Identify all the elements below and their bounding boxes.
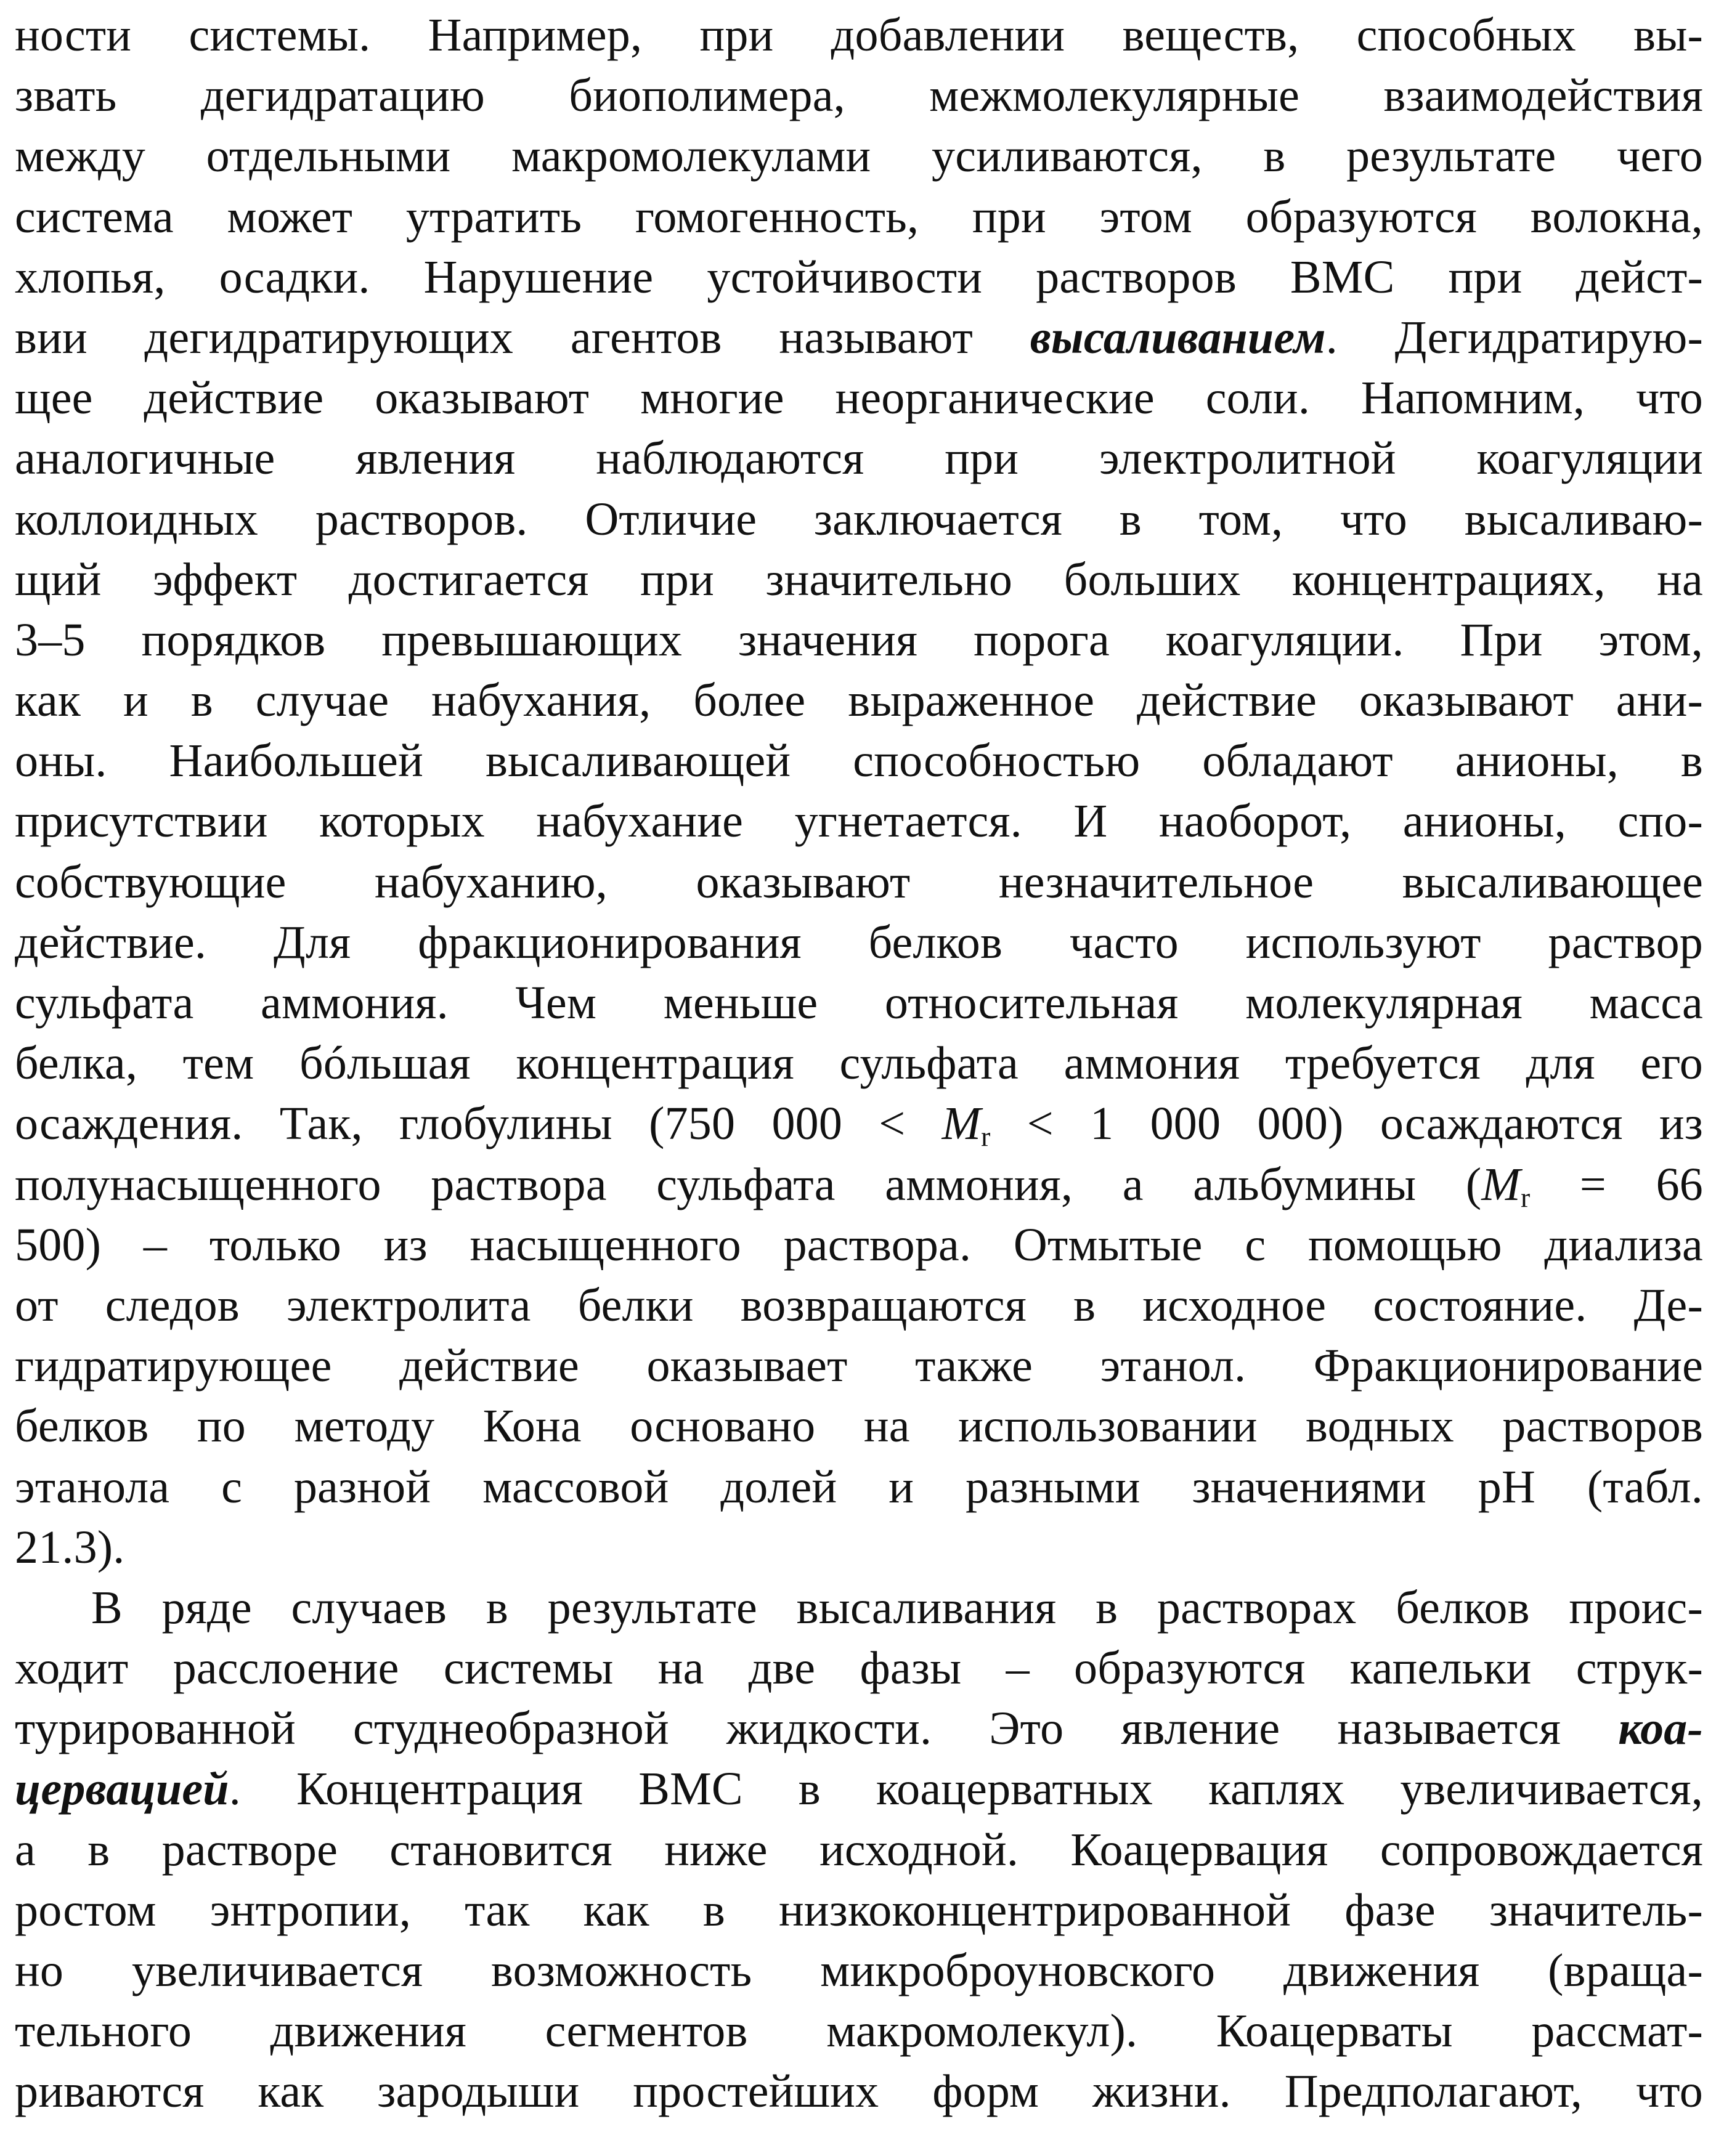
text-line: присутствии которых набухание угнетается. И наоборот, анионы, спо- (15, 795, 1703, 848)
text-line: этанола с разной массовой долей и разными значениями pH (табл. (15, 1461, 1703, 1513)
text-line: звать дегидратацию биополимера, межмолекулярные взаимодействия (15, 70, 1703, 122)
text-line: ности системы. Например, при добавлении веществ, способных вы- (15, 9, 1703, 61)
text-line: цервацией. Концентрация ВМС в коацерватных каплях увеличивается, (15, 1763, 1703, 1815)
text-line: 500) – только из насыщенного раствора. Отмытые с помощью диализа (15, 1218, 1703, 1271)
molar-mass-symbol: $M_r$ (1481, 1158, 1531, 1213)
text-line: собствующие набуханию, оказывают незначительное высаливающее (15, 856, 1703, 908)
italic-term: высаливанием (1030, 311, 1326, 363)
text-line: как и в случае набухания, более выраженное действие оказывают ани- (15, 675, 1703, 727)
italic-term: коа- (1618, 1703, 1703, 1755)
text-line: щее действие оказывают многие неорганические соли. Напомним, что (15, 372, 1703, 424)
paragraph (15, 5, 1703, 1578)
text-line: риваются как зародыши простейших форм жизни. Предполагают, что (15, 2065, 1703, 2118)
text-line: коллоидных растворов. Отличие заключается в том, что высаливаю- (15, 493, 1703, 545)
text-line: оны. Наибольшей высаливающей способностью обладают анионы, в (15, 735, 1703, 787)
text-line: между отдельными макромолекулами усиливаются, в результате чего (15, 130, 1703, 182)
text-line: а в растворе становится ниже исходной. Коацервация сопровождается (15, 1823, 1703, 1876)
text-line: ходит расслоение системы на две фазы – образуются капельки струк- (15, 1642, 1703, 1695)
text-line: 21.3). (15, 1521, 125, 1573)
text-line: вии дегидратирующих агентов называют высаливанием. Дегидратирую- (15, 311, 1703, 363)
text-line: белков по методу Кона основано на использовании водных растворов (15, 1400, 1703, 1453)
text-line: действие. Для фракционирования белков часто используют раствор (15, 916, 1703, 968)
molar-mass-symbol: $M_r$ (941, 1098, 991, 1153)
text-line: полунасыщенного раствора сульфата аммония, а альбумины ($M_r = 66$ (15, 1158, 1703, 1213)
text-line: сульфата аммония. Чем меньше относительная молекулярная масса (15, 977, 1703, 1029)
text-line: от следов электролита белки возвращаются в исходное состояние. Де- (15, 1279, 1703, 1331)
italic-term: цервацией (15, 1763, 229, 1815)
text-line: система может утратить гомогенность, при этом образуются волокна, (15, 190, 1703, 243)
text-line: турированной студнеобразной жидкости. Это явление называется коа- (15, 1703, 1703, 1755)
text-body (15, 5, 1703, 2122)
text-line: аналогичные явления наблюдаются при электролитной коагуляции (15, 432, 1703, 485)
text-line: щий эффект достигается при значительно больших концентрациях, на (15, 553, 1703, 606)
text-line: В ряде случаев в результате высаливания в растворах белков проис- (91, 1581, 1703, 1634)
text-line: хлопья, осадки. Нарушение устойчивости растворов ВМС при дейст- (15, 251, 1703, 303)
text-line: 3–5 порядков превышающих значения порога коагуляции. При этом, (15, 614, 1703, 666)
text-line: но увеличивается возможность микроброуновского движения (враща- (15, 1945, 1703, 1996)
document-page (15, 0, 1703, 2156)
text-line: ростом энтропии, так как в низкоконцентрированной фазе значитель- (15, 1884, 1703, 1936)
text-line: тельного движения сегментов макромолекул). Коацерваты рассмат- (15, 2005, 1703, 2057)
text-line: осаждения. Так, глобулины (750 $000 < M_r < 1$ 000 000) осаждаются из (15, 1098, 1703, 1153)
paragraph (15, 1578, 1703, 2122)
text-line: белка, тем бóльшая концентрация сульфата аммония требуется для его (15, 1037, 1703, 1090)
text-line: гидратирующее действие оказывает также этанол. Фракционирование (15, 1340, 1703, 1392)
